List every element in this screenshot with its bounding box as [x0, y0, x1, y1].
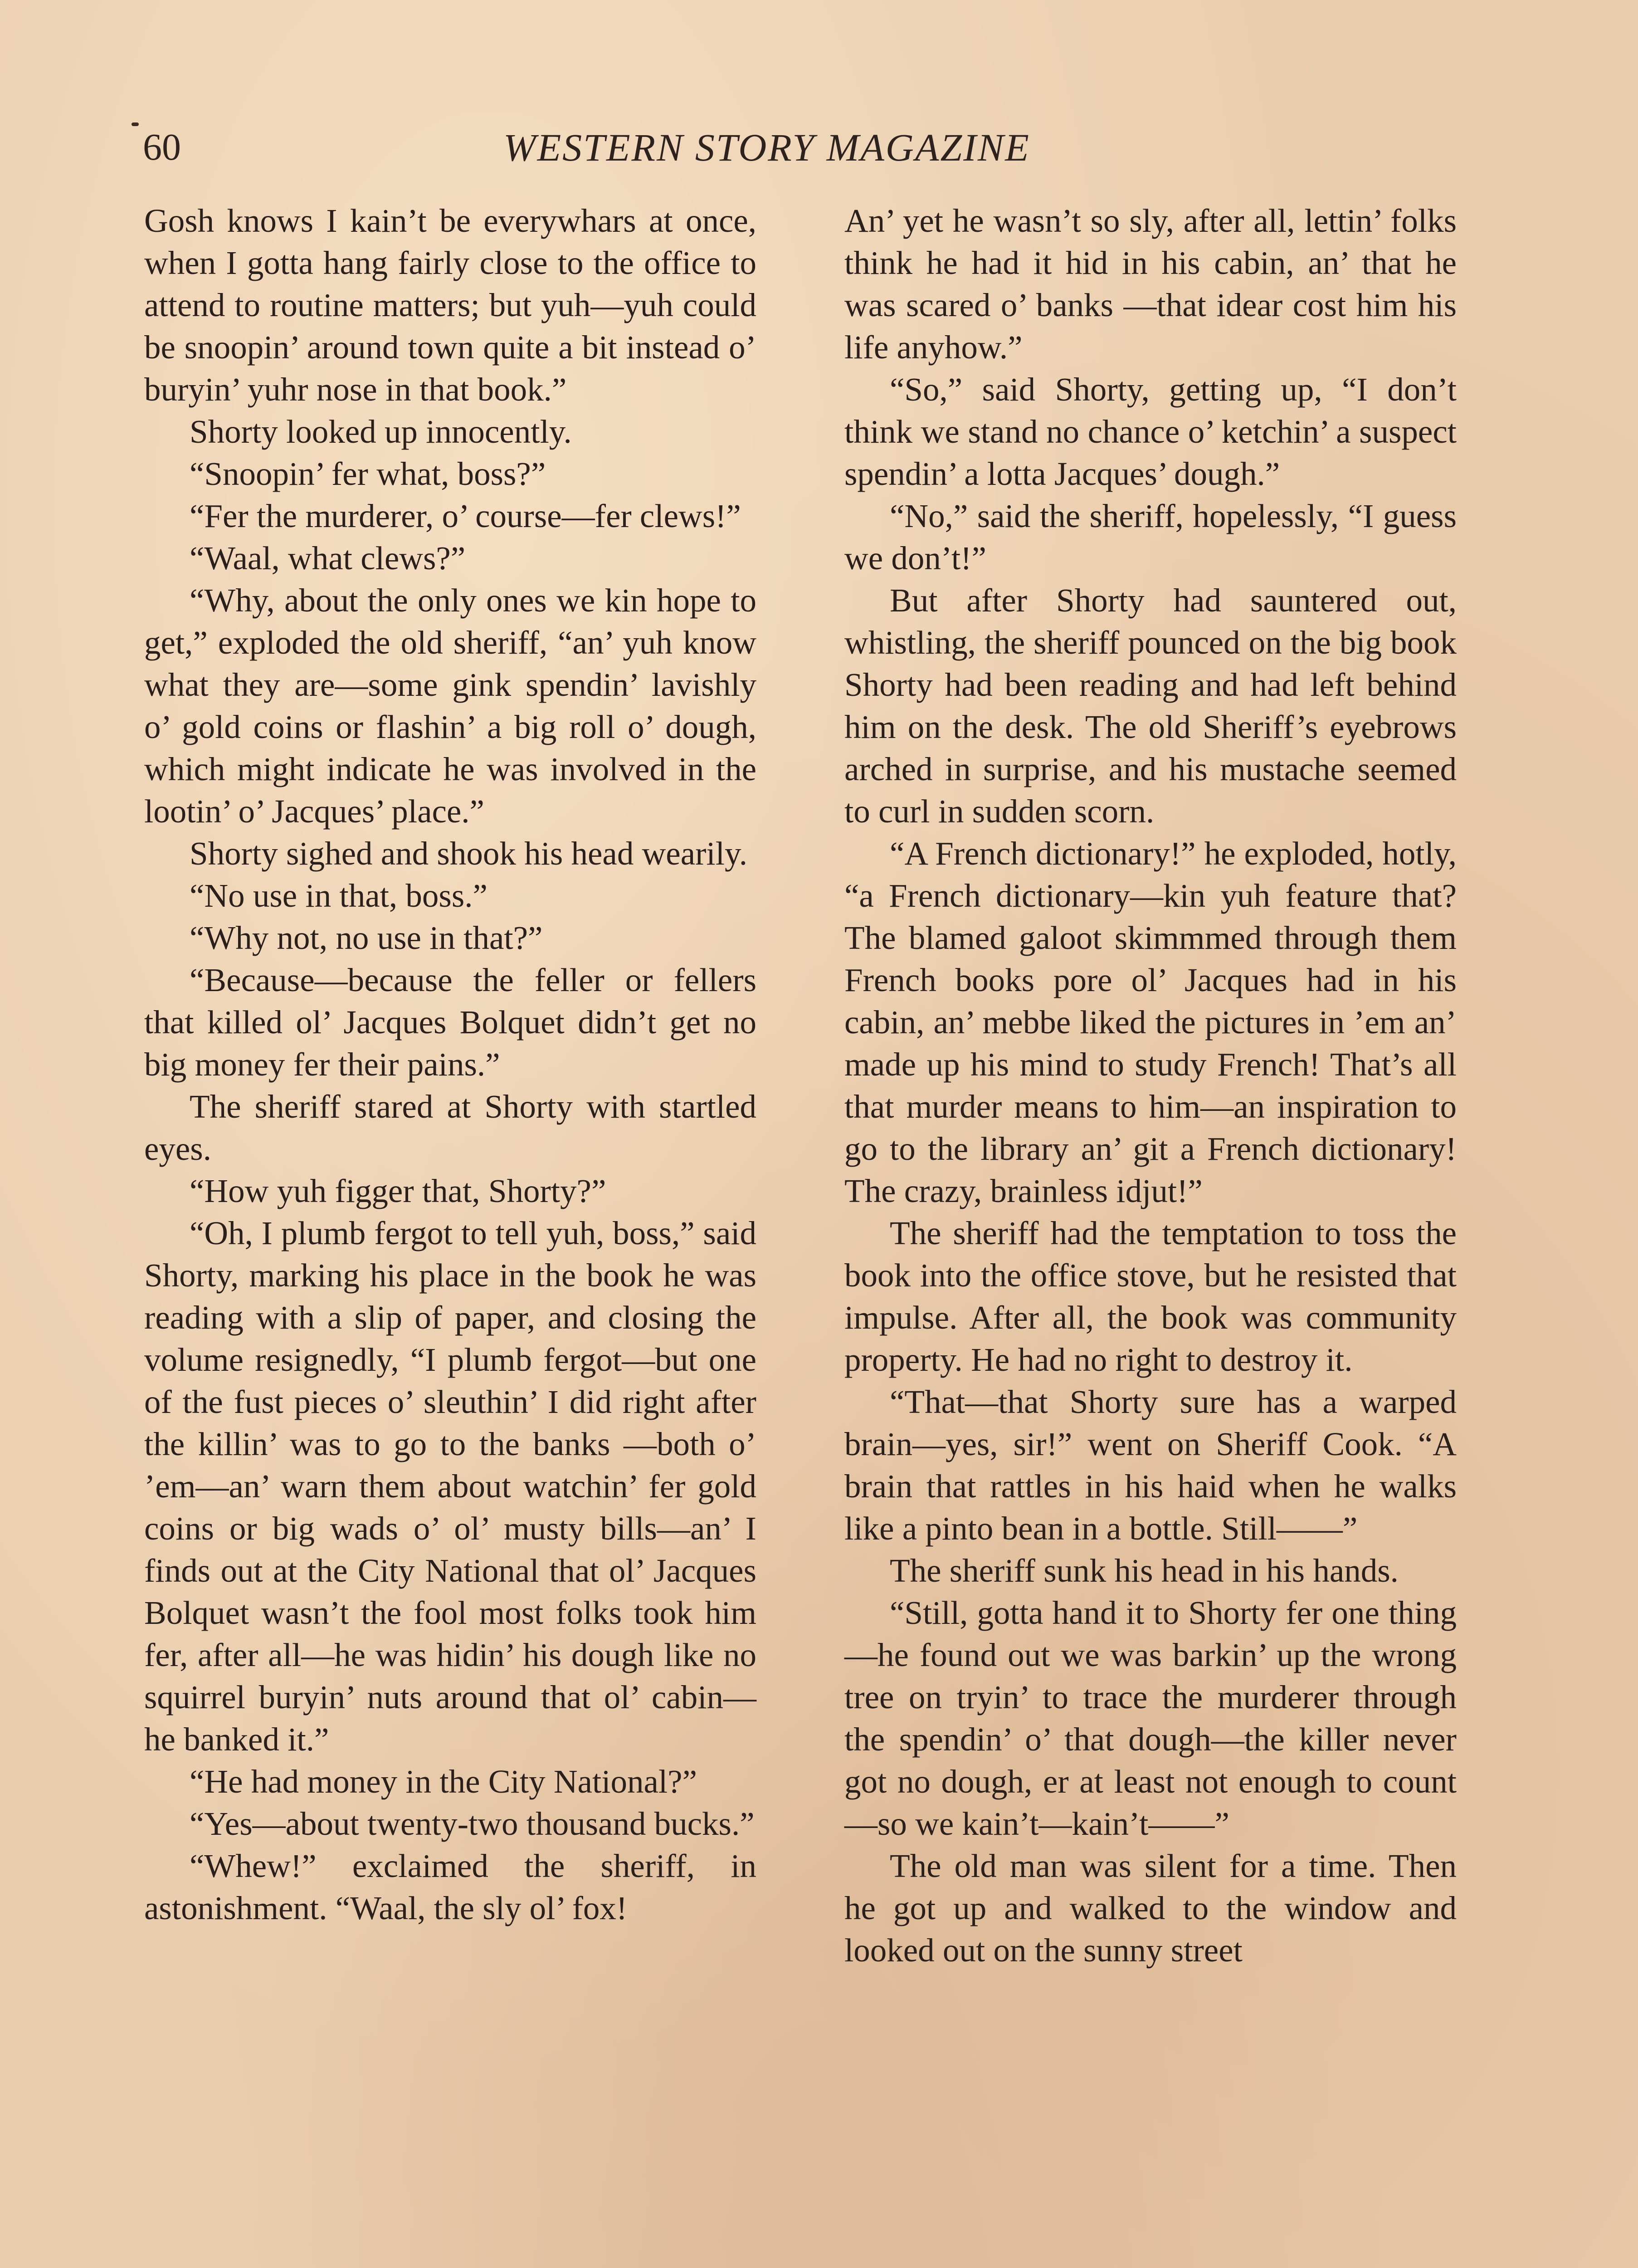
paragraph: “He had money in the City National?” [190, 1763, 697, 1800]
paragraph: “Still, gotta hand it to Shorty fer one thing—he found out we was barkin’ up the wrong tree on tryin’ to trace the murderer through the spendin’ o’ that dough—the killer never got no dough, er at least not enough to count —so we kain’t—kain’t——” [844, 1594, 1457, 1842]
running-head: WESTERN STORY MAGAZINE [503, 126, 1030, 169]
paragraph: The sheriff stared at Shorty with startled eyes. [144, 1088, 756, 1167]
left-column [144, 200, 756, 1929]
print-mark [132, 122, 139, 126]
paragraph: “So,” said Shorty, getting up, “I don’t think we stand no chance o’ ketchin’ a suspect spendin’ a lotta Jacques’ dough.” [844, 371, 1457, 492]
paragraph: “No use in that, boss.” [190, 877, 487, 914]
page-header [132, 113, 1537, 181]
paragraph: “Oh, I plumb fergot to tell yuh, boss,” said Shorty, marking his place in the book he was reading with a slip of paper, and closing the volume resignedly, “I plumb fergot—but one of the fust pieces o’ sleuthin’ I did right after the killin’ was to go to the banks —both o’ ’em—an’ warn them about watchin’ fer gold coins or big wads o’ ol’ musty bills—an’ I finds out at the City National that ol’ Jacques Bolquet wasn’t the fool most folks took him fer, after all—he was hidin’ his dough like no squirrel buryin’ nuts around that ol’ cabin—he banked it.” [144, 1215, 756, 1758]
paragraph: “How yuh figger that, Shorty?” [190, 1173, 606, 1209]
paragraph: “Snoopin’ fer what, boss?” [190, 455, 546, 492]
paragraph: The old man was silent for a time. Then he got up and walked to the window and looked out on the sunny street [844, 1848, 1457, 1969]
paragraph: “Yes—about twenty-two thousand bucks.” [190, 1805, 755, 1842]
paragraph: But after Shorty had sauntered out, whistling, the sheriff pounced on the big book Shorty had been reading and had left behind him on the desk. The old Sheriff’s eyebrows arched in surprise, and his mustache seemed to curl in sudden scorn. [844, 582, 1457, 830]
paragraph: “No,” said the sheriff, hopelessly, “I guess we don’t!” [844, 498, 1457, 577]
paragraph: “Waal, what clews?” [190, 540, 466, 577]
paragraph: The sheriff sunk his head in his hands. [890, 1552, 1399, 1589]
paragraph: “Why not, no use in that?” [190, 919, 543, 956]
page-number: 60 [143, 126, 181, 168]
paragraph: Gosh knows I kain’t be everywhars at once, when I gotta hang fairly close to the office to attend to routine matters; but yuh—yuh could be snoopin’ around town quite a bit instead o’ buryin’ yuhr nose in that book.” [144, 202, 756, 408]
paragraph: “That—that Shorty sure has a warped brain—yes, sir!” went on Sheriff Cook. “A brain that rattles in his haid when he walks like a pinto bean in a bottle. Still——” [844, 1383, 1457, 1547]
paragraph: “Whew!” exclaimed the sheriff, in astonishment. “Waal, the sly ol’ fox! [144, 1848, 756, 1926]
paragraph: “A French dictionary!” he exploded, hotly, “a French dictionary—kin yuh feature that? The blamed galoot skimmmed through them French books pore ol’ Jacques had in his cabin, an’ mebbe liked the pictures in ’em an’ made up his mind to study French! That’s all that murder means to him—an inspiration to go to the library an’ git a French dictionary! The crazy, brainless idjut!” [844, 835, 1457, 1209]
paragraph: “Because—because the feller or fellers that killed ol’ Jacques Bolquet didn’t get no big money fer their pains.” [144, 962, 756, 1083]
paragraph: “Fer the murderer, o’ course—fer clews!” [190, 498, 741, 534]
paragraph: An’ yet he wasn’t so sly, after all, lettin’ folks think he had it hid in his cabin, an’ that he was scared o’ banks —that idear cost him his life anyhow.” [844, 202, 1457, 366]
paragraph: Shorty sighed and shook his head wearily. [190, 835, 747, 872]
paragraph: The sheriff had the temptation to toss the book into the office stove, but he resisted that impulse. After all, the book was community property. He had no right to destroy it. [844, 1215, 1457, 1378]
paragraph: “Why, about the only ones we kin hope to get,” exploded the old sheriff, “an’ yuh know what they are—some gink spendin’ lavishly o’ gold coins or flashin’ a big roll o’ dough, which might indicate he was involved in the lootin’ o’ Jacques’ place.” [144, 582, 756, 830]
paragraph: Shorty looked up innocently. [190, 413, 572, 450]
right-column [844, 200, 1457, 1971]
